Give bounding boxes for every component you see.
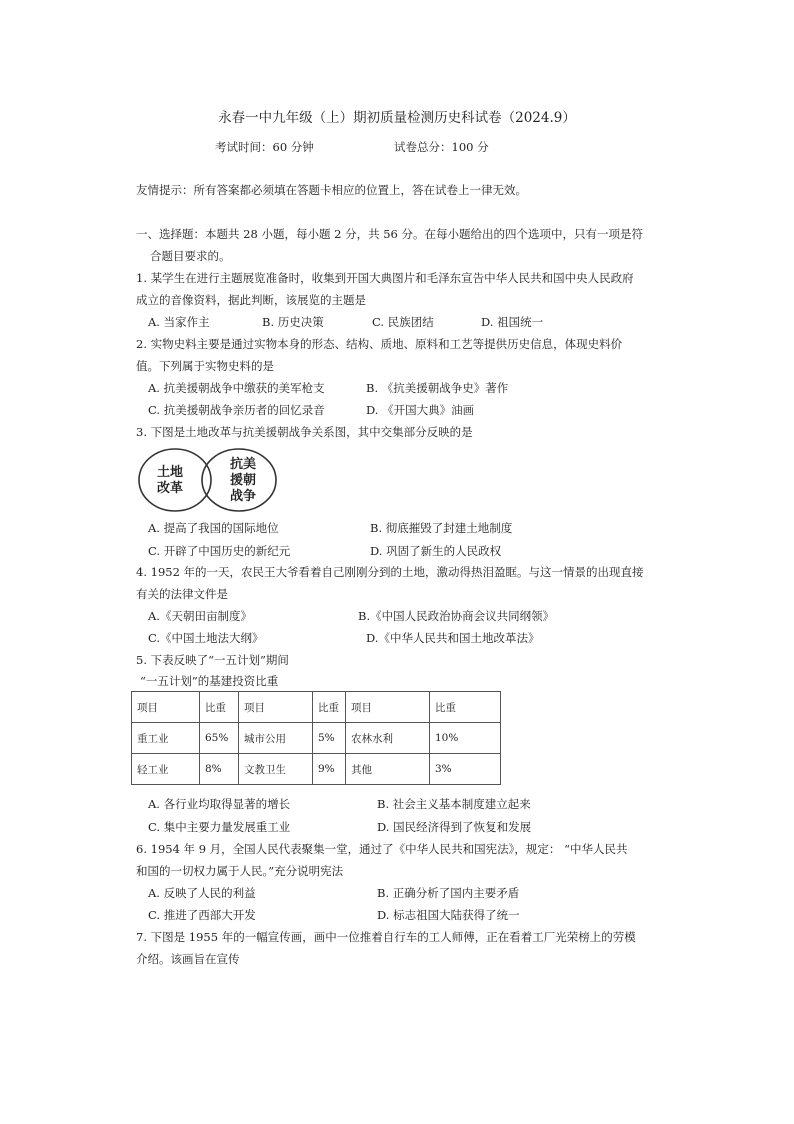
table-cell: 文教卫生: [239, 754, 313, 785]
q3-option-a: A. 提高了我国的国际地位: [148, 521, 279, 535]
table-cell: 8%: [200, 754, 239, 785]
table-row: [132, 723, 501, 754]
q6-option-a: A. 反映了人民的利益: [148, 886, 256, 900]
table-cell: 重工业: [132, 723, 200, 754]
q3-option-c: C. 开辟了中国历史的新纪元: [148, 544, 291, 558]
q4-option-d: D.《中华人民共和国土地改革法》: [366, 631, 540, 645]
header-cell: 项目: [132, 692, 200, 723]
q6-stem: 6. 1954 年 9 月，全国人民代表聚集一堂，通过了《中华人民共和国宪法》，规定： “中华人民共: [136, 842, 628, 856]
q1-option-b: B. 历史决策: [262, 315, 324, 329]
q1-option-d: D. 祖国统一: [481, 315, 544, 329]
q1-option-a: A. 当家作主: [148, 315, 210, 329]
q6-stem-cont: 和国的一切权力属于人民。”充分说明宪法: [136, 864, 344, 878]
table-cell: 轻工业: [132, 754, 200, 785]
header-cell: 项目: [239, 692, 313, 723]
q6-option-d: D. 标志祖国大陆获得了统一: [377, 908, 520, 922]
venn-left-line2: 改革: [156, 481, 184, 496]
notice: 友情提示：所有答案都必须填在答题卡相应的位置上，答在试卷上一律无效。: [136, 183, 527, 197]
q1-stem-cont: 成立的音像资料，据此判断，该展览的主题是: [136, 293, 366, 307]
header-cell: 比重: [430, 692, 501, 723]
q7-stem: 7. 下图是 1955 年的一幅宣传画，画中一位推着自行车的工人师傅，正在看着工厂光荣榜上的劳模: [136, 930, 636, 944]
header-cell: 比重: [200, 692, 239, 723]
venn-left-line1: 土地: [156, 465, 184, 480]
q3-option-b: B. 彻底摧毁了封建土地制度: [370, 521, 513, 535]
venn-diagram: [136, 447, 280, 513]
q3-stem: 3. 下图是土地改革与抗美援朝战争关系图，其中交集部分反映的是: [136, 425, 473, 439]
table-cell: 10%: [430, 723, 501, 754]
q7-stem-cont: 介绍。该画旨在宣传: [136, 952, 240, 966]
table-row: [132, 754, 501, 785]
q5-option-b: B. 社会主义基本制度建立起来: [377, 797, 531, 811]
q6-option-c: C. 推进了西部大开发: [148, 908, 256, 922]
total-score: 试卷总分：100 分: [394, 140, 489, 154]
section1-heading: 一、选择题：本题共 28 小题，每小题 2 分，共 56 分。在每小题给出的四个选项中，只有一项是符: [136, 227, 644, 241]
q2-option-c: C. 抗美援朝战争亲历者的回忆录音: [148, 403, 325, 417]
table-cell: 9%: [313, 754, 346, 785]
table-header-row: [132, 692, 501, 723]
table-cell: 其他: [346, 754, 430, 785]
q1-option-c: C. 民族团结: [372, 315, 434, 329]
table-cell: 农林水利: [346, 723, 430, 754]
q2-stem-cont: 值。下列属于实物史料的是: [136, 359, 274, 373]
q3-option-d: D. 巩固了新生的人民政权: [370, 544, 502, 558]
table-cell: 3%: [430, 754, 501, 785]
venn-right-line1: 抗美: [229, 457, 257, 472]
table-cell: 65%: [200, 723, 239, 754]
exam-title: 永春一中九年级（上）期初质量检测历史科试卷（2024.9）: [218, 110, 576, 126]
q4-option-c: C.《中国土地法大纲》: [148, 631, 264, 645]
q5-option-a: A. 各行业均取得显著的增长: [148, 797, 291, 811]
q6-option-b: B. 正确分析了国内主要矛盾: [377, 886, 520, 900]
q2-option-a: A. 抗美援朝战争中缴获的美军枪支: [148, 381, 325, 395]
table-cell: 5%: [313, 723, 346, 754]
venn-circle-land-reform: [139, 449, 211, 511]
q5-option-d: D. 国民经济得到了恢复和发展: [377, 820, 532, 834]
header-cell: 比重: [313, 692, 346, 723]
investment-table: [131, 691, 501, 785]
q2-option-d: D. 《开国大典》油画: [366, 403, 475, 417]
q4-option-a: A.《天朝田亩制度》: [148, 609, 252, 623]
section1-heading-cont: 合题目要求的。: [150, 249, 231, 263]
q4-stem: 4. 1952 年的一天，农民王大爷看着自己刚刚分到的土地，激动得热泪盈眶。与这一情景的出现直接: [136, 565, 644, 579]
q2-stem: 2. 实物史料主要是通过实物本身的形态、结构、质地、原料和工艺等提供历史信息，体现史料价: [136, 337, 623, 351]
q1-stem: 1. 某学生在进行主题展览准备时，收集到开国大典图片和毛泽东宣告中华人民共和国中央人民政府: [136, 271, 634, 285]
venn-right-line3: 战争: [229, 489, 257, 504]
header-cell: 项目: [346, 692, 430, 723]
q5-option-c: C. 集中主要力量发展重工业: [148, 820, 291, 834]
q5-stem: 5. 下表反映了“一五计划”期间: [136, 653, 289, 667]
exam-time: 考试时间：60 分钟: [215, 140, 314, 154]
q4-option-b: B.《中国人民政治协商会议共同纲领》: [358, 609, 555, 623]
table-caption: “一五计划”的基建投资比重: [140, 674, 279, 688]
q2-option-b: B. 《抗美援朝战争史》著作: [366, 381, 509, 395]
venn-right-line2: 援朝: [229, 473, 257, 488]
q4-stem-cont: 有关的法律文件是: [136, 587, 228, 601]
table-cell: 城市公用: [239, 723, 313, 754]
